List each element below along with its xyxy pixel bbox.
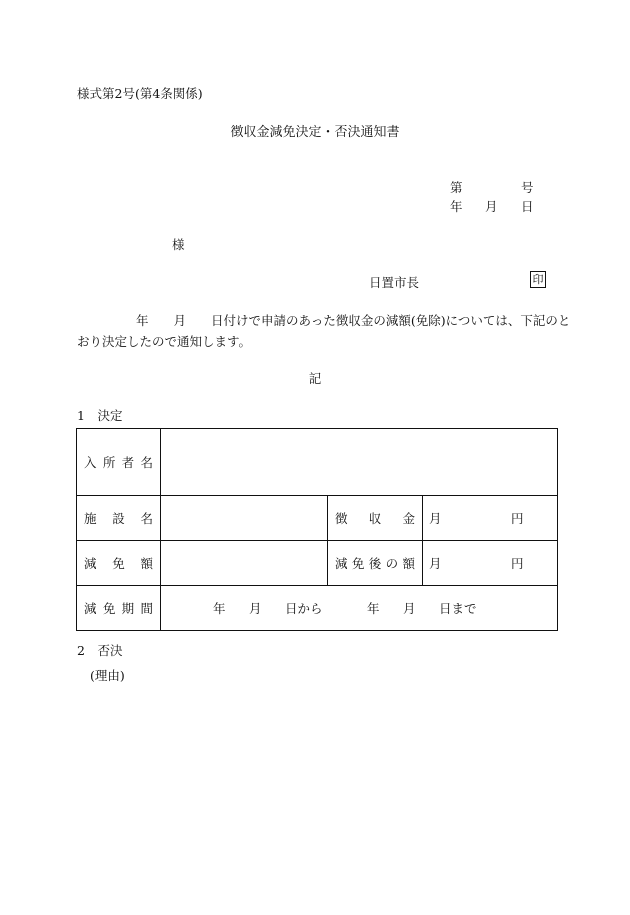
table-row: [77, 429, 558, 496]
date-year-label: 年: [450, 199, 463, 214]
collection-amount-field[interactable]: [423, 496, 558, 541]
section-decision-heading: 1 決定: [77, 408, 123, 423]
after-reduction-field[interactable]: [423, 541, 558, 586]
month-unit: 月: [429, 511, 442, 526]
body-text: [77, 310, 571, 352]
date-day-label: 日: [521, 199, 534, 214]
doc-number-prefix: 第: [450, 180, 463, 195]
doc-number-suffix: 号: [521, 180, 534, 195]
decision-table: [76, 428, 558, 631]
resident-name-label: 入所者名: [77, 429, 161, 496]
facility-name-label: 施設名: [77, 496, 161, 541]
reduction-amount-label: 減免額: [77, 541, 161, 586]
period-to-day: 日まで: [439, 601, 477, 616]
date-month-label: 月: [485, 199, 498, 214]
issuer-name: 日置市長: [369, 275, 420, 290]
body-line-2: おり決定したので通知します。: [77, 334, 252, 349]
ki-heading: 記: [308, 371, 322, 386]
table-row: [77, 496, 558, 541]
period-from-day: 日から: [285, 601, 323, 616]
reason-label: (理由): [90, 668, 125, 683]
resident-name-field[interactable]: [161, 429, 558, 496]
collection-amount-label: 徴収金: [328, 496, 423, 541]
table-row: [77, 586, 558, 631]
reduction-period-label: 減免期間: [77, 586, 161, 631]
addressee-suffix: 様: [172, 237, 185, 252]
period-to-month: 月: [403, 601, 416, 616]
month-unit: 月: [429, 556, 442, 571]
reduction-amount-field[interactable]: [161, 541, 328, 586]
section-rejection-heading: 2 否決: [77, 643, 123, 658]
period-from-month: 月: [249, 601, 262, 616]
document-title: 徴収金減免決定・否決通知書: [230, 125, 400, 140]
after-reduction-label: 減免後の額: [328, 541, 423, 586]
form-number: 様式第2号(第4条関係): [77, 86, 203, 101]
period-to-year: 年: [367, 601, 380, 616]
reduction-period-field[interactable]: [161, 586, 558, 631]
seal-stamp: 印: [530, 271, 546, 288]
body-line-1: 年 月 日付けで申請のあった徴収金の減額(免除)については、下記のと: [136, 313, 571, 328]
facility-name-field[interactable]: [161, 496, 328, 541]
table-row: [77, 541, 558, 586]
period-from-year: 年: [213, 601, 226, 616]
yen-unit: 円: [511, 511, 524, 526]
yen-unit: 円: [511, 556, 524, 571]
